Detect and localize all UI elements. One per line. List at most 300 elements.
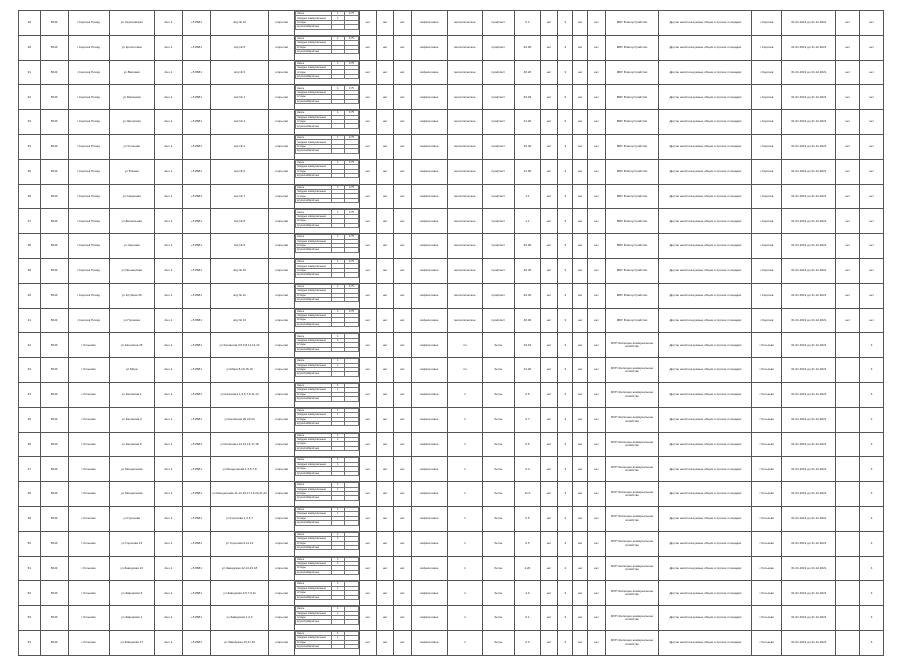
- waste-group-label: смесь: [296, 631, 332, 635]
- cell-f24: нет: [836, 60, 860, 85]
- cell-f12: асфальтовое: [411, 110, 448, 135]
- cell-place: г.Хотьково: [68, 482, 109, 507]
- waste-group-value: [331, 223, 345, 227]
- cell-code: 5043: [40, 209, 68, 234]
- cell-f17: 3: [558, 209, 573, 234]
- cell-f18: нет: [573, 531, 588, 556]
- waste-group-label: твердые коммунальные: [296, 239, 332, 243]
- waste-group-label: смесь: [296, 557, 332, 561]
- waste-group-value: [331, 248, 345, 252]
- cell-f19: нет: [588, 159, 605, 184]
- waste-group-label: крупногабаритные: [296, 99, 332, 103]
- waste-group-value: 1: [331, 359, 345, 363]
- waste-group-value: 1: [331, 235, 345, 239]
- waste-group-label: отходы: [296, 516, 332, 520]
- cell-f9: нет: [359, 382, 376, 407]
- cell-place: г.Сергиев Посад: [68, 60, 109, 85]
- cell-f16: нет: [540, 333, 557, 358]
- waste-group-value: 1: [331, 483, 345, 487]
- cell-f15: 40.00: [515, 308, 541, 333]
- cell-kind: ул.Калинина 4,5,6,8,11,12,13: [210, 333, 268, 358]
- cell-f19: нет: [588, 308, 605, 333]
- waste-group-label: крупногабаритные: [296, 421, 332, 425]
- cell-code: 5043: [40, 531, 68, 556]
- cell-code: 5043: [40, 382, 68, 407]
- cell-code: 5043: [40, 482, 68, 507]
- waste-group-value: 1: [331, 607, 345, 611]
- waste-groups-table: [295, 85, 359, 104]
- cell-f15: 40.40: [515, 283, 541, 308]
- cell-f21: Другие неиспользуемые общие и прочие площадки: [659, 407, 752, 432]
- waste-group-value: [331, 372, 345, 376]
- waste-group-value: 0.75: [345, 12, 359, 16]
- cell-f11: нет: [394, 556, 411, 581]
- cell-f20: МБУ Благоустройство: [605, 283, 659, 308]
- cell-type: открытая: [269, 11, 295, 36]
- cell-f10: нет: [377, 531, 394, 556]
- waste-group-label: крупногабаритные: [296, 223, 332, 227]
- cell-place: г.Хотьково: [68, 630, 109, 655]
- cell-f12: асфальтовое: [411, 358, 448, 383]
- cell-place: г.Хотьково: [68, 457, 109, 482]
- cell-street: ул.Кропоткина: [109, 35, 154, 60]
- waste-group-value: 0.75: [345, 235, 359, 239]
- cell-f10: нет: [377, 630, 394, 655]
- cell-f17: 4: [558, 630, 573, 655]
- cell-street: ул.Горохова 13: [109, 531, 154, 556]
- cell-f9: нет: [359, 630, 376, 655]
- cell-f14: бетон: [482, 407, 514, 432]
- cell-f22: г.Сергиев: [752, 35, 782, 60]
- cell-f13: пп: [448, 358, 483, 383]
- waste-group-value: [345, 248, 359, 252]
- waste-group-value: [345, 397, 359, 401]
- waste-group-value: 1: [331, 586, 345, 590]
- cell-f21: Другие неиспользуемые общие и прочие площадки: [659, 60, 752, 85]
- cell-f15: 21.00: [515, 159, 541, 184]
- waste-group-value: [331, 347, 345, 351]
- cell-f10: нет: [377, 606, 394, 631]
- cell-f24: [836, 556, 860, 581]
- waste-group-label: отходы: [296, 95, 332, 99]
- waste-group-label: смесь: [296, 61, 332, 65]
- cell-no: 38: [19, 234, 41, 259]
- cell-f10: нет: [377, 358, 394, 383]
- cell-f17: 4: [558, 457, 573, 482]
- cell-street: ул.Калинина 1: [109, 382, 154, 407]
- cell-f14: бетон: [482, 506, 514, 531]
- cell-house-b: +5 8681: [182, 308, 210, 333]
- cell-f17: 4: [558, 506, 573, 531]
- cell-f20: МБУ Благоустройство: [605, 11, 659, 36]
- waste-group-value: [345, 496, 359, 500]
- waste-group-value: [345, 297, 359, 301]
- cell-f24: [836, 630, 860, 655]
- table-row: [19, 60, 884, 85]
- waste-group-label: отходы: [296, 20, 332, 24]
- cell-f23: 01.01.2019 до 31.12.2021: [782, 308, 836, 333]
- waste-group-value: 1: [331, 16, 345, 20]
- waste-groups-table: [295, 457, 359, 476]
- cell-f19: нет: [588, 581, 605, 606]
- cell-house-b: +5 8681: [182, 606, 210, 631]
- waste-group-label: твердые коммунальные: [296, 388, 332, 392]
- cell-type: открытая: [269, 556, 295, 581]
- cell-f22: г.Сергиев: [752, 60, 782, 85]
- cell-no: 37: [19, 209, 41, 234]
- cell-f11: нет: [394, 382, 411, 407]
- cell-f12: асфальтовое: [411, 308, 448, 333]
- cell-f25: 4: [860, 630, 884, 655]
- cell-f10: нет: [377, 407, 394, 432]
- cell-f15: 40.00: [515, 35, 541, 60]
- waste-group-label: крупногабаритные: [296, 322, 332, 326]
- cell-f25: 4: [860, 482, 884, 507]
- cell-type: открытая: [269, 382, 295, 407]
- waste-group-label: крупногабаритные: [296, 248, 332, 252]
- cell-kind: ул.Заводская 12,14,16,18: [210, 556, 268, 581]
- cell-type: открытая: [269, 432, 295, 457]
- cell-f25: нет: [860, 11, 884, 36]
- cell-f16: нет: [540, 35, 557, 60]
- cell-waste-groups: [295, 630, 360, 655]
- cell-f21: Другие неиспользуемые общие и прочие площадки: [659, 531, 752, 556]
- cell-street: ул.Заводская 21: [109, 556, 154, 581]
- cell-f9: нет: [359, 258, 376, 283]
- cell-house-b: +5 8681: [182, 159, 210, 184]
- cell-house-b: +5 8681: [182, 382, 210, 407]
- cell-f17: 4: [558, 432, 573, 457]
- waste-group-value: 1: [331, 334, 345, 338]
- cell-code: 5043: [40, 556, 68, 581]
- cell-f18: нет: [573, 556, 588, 581]
- cell-type: открытая: [269, 531, 295, 556]
- cell-house-a: 2а к.1: [154, 606, 182, 631]
- cell-no: 40: [19, 283, 41, 308]
- cell-f21: Другие неиспользуемые общие и прочие площадки: [659, 308, 752, 333]
- cell-no: 50: [19, 531, 41, 556]
- waste-group-label: смесь: [296, 483, 332, 487]
- cell-waste-groups: [295, 110, 360, 135]
- cell-street: ул.Заводская 5: [109, 581, 154, 606]
- cell-f22: г.Сергиев: [752, 134, 782, 159]
- cell-f14: профлист: [482, 11, 514, 36]
- cell-code: 5043: [40, 506, 68, 531]
- cell-code: 5043: [40, 110, 68, 135]
- cell-f11: нет: [394, 432, 411, 457]
- cell-kind: ул.Калинина 1,3,5,7,9,11,13: [210, 382, 268, 407]
- waste-group-value: [345, 570, 359, 574]
- waste-group-label: крупногабаритные: [296, 198, 332, 202]
- cell-f20: МБУ Благоустройство: [605, 308, 659, 333]
- waste-group-label: отходы: [296, 343, 332, 347]
- register-table: [18, 10, 884, 656]
- cell-f10: нет: [377, 234, 394, 259]
- waste-group-value: 0.75: [345, 61, 359, 65]
- waste-groups-table: [295, 557, 359, 576]
- cell-street: ул.Заводская 1: [109, 606, 154, 631]
- cell-f10: нет: [377, 308, 394, 333]
- waste-group-label: отходы: [296, 194, 332, 198]
- cell-house-b: +5 8681: [182, 432, 210, 457]
- cell-code: 5043: [40, 333, 68, 358]
- cell-f11: нет: [394, 11, 411, 36]
- cell-kind: ж/д № 2: [210, 134, 268, 159]
- cell-house-a: 2а к.1: [154, 85, 182, 110]
- cell-street: ул.Загорская: [109, 110, 154, 135]
- waste-group-value: [331, 297, 345, 301]
- cell-f12: асфальтовое: [411, 630, 448, 655]
- cell-f24: нет: [836, 258, 860, 283]
- cell-f19: нет: [588, 258, 605, 283]
- waste-group-label: твердые коммунальные: [296, 289, 332, 293]
- waste-group-label: отходы: [296, 318, 332, 322]
- cell-f17: 4: [558, 382, 573, 407]
- cell-f12: асфальтовое: [411, 283, 448, 308]
- cell-f23: 01.01.2019 до 31.12.2021: [782, 407, 836, 432]
- waste-group-value: 1: [331, 388, 345, 392]
- cell-f14: профлист: [482, 308, 514, 333]
- waste-group-value: 0.75: [345, 210, 359, 214]
- cell-waste-groups: [295, 457, 360, 482]
- waste-group-value: 1: [331, 582, 345, 586]
- cell-f9: нет: [359, 358, 376, 383]
- cell-kind: ж/д № 9: [210, 234, 268, 259]
- waste-group-value: 0.75: [345, 284, 359, 288]
- cell-waste-groups: [295, 234, 360, 259]
- cell-f23: 01.01.2019 до 31.12.2021: [782, 482, 836, 507]
- cell-f14: профлист: [482, 134, 514, 159]
- cell-f23: 01.01.2019 до 31.12.2021: [782, 432, 836, 457]
- cell-f9: нет: [359, 234, 376, 259]
- cell-house-b: +5 8681: [182, 630, 210, 655]
- cell-no: 36: [19, 184, 41, 209]
- waste-groups-table: [295, 110, 359, 129]
- cell-type: открытая: [269, 283, 295, 308]
- cell-f20: МБУ Благоустройство: [605, 184, 659, 209]
- cell-waste-groups: [295, 358, 360, 383]
- cell-house-a: 2а к.1: [154, 333, 182, 358]
- cell-f16: нет: [540, 382, 557, 407]
- cell-waste-groups: [295, 283, 360, 308]
- waste-group-value: [345, 223, 359, 227]
- cell-f23: 01.01.2019 до 31.12.2021: [782, 333, 836, 358]
- cell-house-a: 2а к.1: [154, 60, 182, 85]
- cell-f12: асфальтовое: [411, 60, 448, 85]
- cell-f17: 3: [558, 308, 573, 333]
- cell-f25: нет: [860, 184, 884, 209]
- cell-type: открытая: [269, 35, 295, 60]
- cell-house-a: 2а к.1: [154, 283, 182, 308]
- cell-f17: 4: [558, 606, 573, 631]
- cell-f11: нет: [394, 630, 411, 655]
- waste-group-value: [345, 421, 359, 425]
- waste-group-label: смесь: [296, 284, 332, 288]
- cell-house-b: +5 8681: [182, 506, 210, 531]
- waste-group-value: 1: [331, 284, 345, 288]
- waste-groups-table: [295, 135, 359, 154]
- cell-f22: г.Сергиев: [752, 234, 782, 259]
- cell-f25: 4: [860, 407, 884, 432]
- cell-type: открытая: [269, 407, 295, 432]
- cell-f18: нет: [573, 482, 588, 507]
- cell-f9: нет: [359, 457, 376, 482]
- waste-group-label: смесь: [296, 359, 332, 363]
- cell-f16: нет: [540, 85, 557, 110]
- waste-group-value: [345, 347, 359, 351]
- cell-code: 5043: [40, 85, 68, 110]
- cell-f15: 40.40: [515, 134, 541, 159]
- cell-f18: нет: [573, 184, 588, 209]
- waste-group-label: твердые коммунальные: [296, 561, 332, 565]
- waste-group-label: смесь: [296, 12, 332, 16]
- cell-f11: нет: [394, 581, 411, 606]
- cell-house-a: 2а к.1: [154, 258, 182, 283]
- waste-group-label: твердые коммунальные: [296, 611, 332, 615]
- cell-f18: нет: [573, 110, 588, 135]
- cell-f14: бетон: [482, 606, 514, 631]
- cell-type: открытая: [269, 333, 295, 358]
- cell-f19: нет: [588, 531, 605, 556]
- cell-f24: нет: [836, 159, 860, 184]
- cell-f19: нет: [588, 482, 605, 507]
- cell-waste-groups: [295, 333, 360, 358]
- waste-group-value: 1: [331, 338, 345, 342]
- cell-f25: нет: [860, 308, 884, 333]
- cell-f22: г.Сергиев: [752, 283, 782, 308]
- cell-kind: ж/д № 8: [210, 209, 268, 234]
- waste-groups-table: [295, 61, 359, 80]
- cell-kind: ул.Калинина 20,22,24: [210, 407, 268, 432]
- cell-place: г.Сергиев Посад: [68, 35, 109, 60]
- cell-waste-groups: [295, 531, 360, 556]
- cell-f15: 0.5: [515, 432, 541, 457]
- cell-f20: МУП Жилищно-коммунальное хозяйство: [605, 457, 659, 482]
- cell-house-a: 2а к.1: [154, 134, 182, 159]
- cell-type: открытая: [269, 85, 295, 110]
- waste-group-value: 1: [331, 433, 345, 437]
- waste-group-value: [331, 198, 345, 202]
- cell-f25: 4: [860, 531, 884, 556]
- cell-f24: нет: [836, 134, 860, 159]
- waste-group-value: 1: [331, 462, 345, 466]
- waste-group-value: [345, 322, 359, 326]
- cell-f13: металлическое: [448, 110, 483, 135]
- cell-f20: МУП Жилищно-коммунальное хозяйство: [605, 506, 659, 531]
- cell-no: 52: [19, 581, 41, 606]
- cell-f20: МБУ Благоустройство: [605, 234, 659, 259]
- waste-group-label: смесь: [296, 160, 332, 164]
- cell-street: ул.Горохова: [109, 506, 154, 531]
- cell-waste-groups: [295, 184, 360, 209]
- waste-group-value: [331, 124, 345, 128]
- cell-f15: 4.20: [515, 556, 541, 581]
- cell-house-b: +5 8681: [182, 184, 210, 209]
- cell-f25: 4: [860, 556, 884, 581]
- waste-group-value: 1: [331, 532, 345, 536]
- cell-f14: бетон: [482, 432, 514, 457]
- cell-house-b: +5 8681: [182, 85, 210, 110]
- cell-f19: нет: [588, 630, 605, 655]
- cell-house-b: +5 8681: [182, 482, 210, 507]
- cell-f15: 40.29: [515, 85, 541, 110]
- cell-f22: г.Хотьково: [752, 358, 782, 383]
- cell-f25: нет: [860, 60, 884, 85]
- cell-f17: 4: [558, 333, 573, 358]
- cell-f11: нет: [394, 506, 411, 531]
- register-rows: [19, 11, 884, 656]
- waste-group-label: отходы: [296, 70, 332, 74]
- waste-group-value: 1: [331, 135, 345, 139]
- waste-group-value: 1: [331, 408, 345, 412]
- waste-groups-table: [295, 333, 359, 352]
- cell-f12: асфальтовое: [411, 234, 448, 259]
- cell-f14: профлист: [482, 85, 514, 110]
- cell-f17: 3: [558, 283, 573, 308]
- cell-f21: Другие неиспользуемые общие и прочие площадки: [659, 630, 752, 655]
- cell-f16: нет: [540, 506, 557, 531]
- waste-group-label: крупногабаритные: [296, 25, 332, 29]
- cell-f22: г.Хотьково: [752, 531, 782, 556]
- cell-f10: нет: [377, 432, 394, 457]
- cell-f15: 0.5: [515, 506, 541, 531]
- cell-f21: Другие неиспользуемые общие и прочие площадки: [659, 482, 752, 507]
- cell-f10: нет: [377, 85, 394, 110]
- cell-f15: 0.1: [515, 606, 541, 631]
- waste-group-label: твердые коммунальные: [296, 487, 332, 491]
- cell-no: 53: [19, 606, 41, 631]
- cell-house-a: 2а к.1: [154, 35, 182, 60]
- cell-f19: нет: [588, 85, 605, 110]
- cell-f14: бетон: [482, 531, 514, 556]
- cell-f19: нет: [588, 11, 605, 36]
- waste-groups-table: [295, 185, 359, 204]
- cell-f19: нет: [588, 35, 605, 60]
- waste-group-value: 1: [331, 309, 345, 313]
- cell-street: ул.Менделеева: [109, 457, 154, 482]
- cell-f9: нет: [359, 134, 376, 159]
- cell-f24: нет: [836, 110, 860, 135]
- waste-group-label: твердые коммунальные: [296, 65, 332, 69]
- cell-f13: 1: [448, 606, 483, 631]
- cell-f10: нет: [377, 258, 394, 283]
- cell-place: г.Сергиев Посад: [68, 209, 109, 234]
- cell-house-b: +5 8681: [182, 11, 210, 36]
- waste-group-label: твердые коммунальные: [296, 363, 332, 367]
- cell-f20: МБУ Благоустройство: [605, 134, 659, 159]
- cell-f14: профлист: [482, 159, 514, 184]
- cell-f12: асфальтовое: [411, 432, 448, 457]
- waste-group-value: [331, 545, 345, 549]
- waste-groups-table: [295, 234, 359, 253]
- cell-street: ул.Южная: [109, 159, 154, 184]
- cell-f25: 4: [860, 606, 884, 631]
- cell-house-a: 2а к.1: [154, 457, 182, 482]
- cell-waste-groups: [295, 159, 360, 184]
- cell-house-a: 2а к.1: [154, 556, 182, 581]
- cell-f14: бетон: [482, 457, 514, 482]
- cell-waste-groups: [295, 35, 360, 60]
- waste-group-label: смесь: [296, 383, 332, 387]
- cell-f14: бетон: [482, 482, 514, 507]
- cell-f23: 01.01.2019 до 31.12.2021: [782, 159, 836, 184]
- cell-place: г.Хотьково: [68, 333, 109, 358]
- cell-f21: Другие неиспользуемые общие и прочие площадки: [659, 159, 752, 184]
- waste-group-value: 0.75: [345, 135, 359, 139]
- cell-f21: Другие неиспользуемые общие и прочие площадки: [659, 283, 752, 308]
- cell-f15: 0.5: [515, 382, 541, 407]
- waste-group-label: твердые коммунальные: [296, 636, 332, 640]
